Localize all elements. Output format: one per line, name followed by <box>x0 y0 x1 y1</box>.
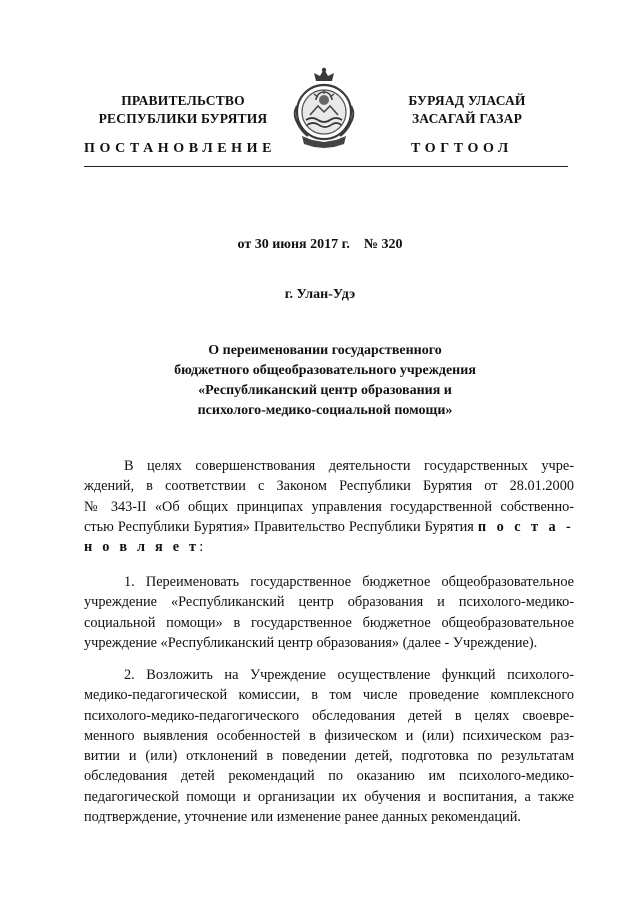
item-2-paragraph <box>84 665 574 827</box>
title-line: психолого-медико-социальной помощи» <box>197 403 453 418</box>
title-line: О переименовании государственного <box>208 343 442 358</box>
text-line-spaced <box>84 537 574 557</box>
text-line: медико-педагогической комиссии, в том числе проведение комплексного <box>84 687 574 704</box>
item-1-paragraph <box>84 572 574 653</box>
doc-type-ru: ПОСТАНОВЛЕНИЕ <box>84 141 277 156</box>
text-line: психолого-медико-педагогического обследования детей в целях своевре- <box>84 707 574 724</box>
doc-type-bua: ТОГТООЛ <box>411 141 513 156</box>
text-line-with-spaced <box>84 517 574 537</box>
title-line: «Республиканский центр образования и <box>198 383 452 398</box>
text-fragment: стью Республики Бурятия» Правительство Республики Бурятия <box>84 518 474 535</box>
coat-of-arms-icon <box>288 66 360 152</box>
colon: : <box>199 539 204 556</box>
text-line: педагогической помощи и организации их обучения и воспитания, а также <box>84 788 574 805</box>
city: г. Улан-Удэ <box>284 287 356 302</box>
spaced-word: н о в л я е т <box>84 539 200 556</box>
gov-name-bua-line1: БУРЯАД УЛАСАЙ <box>408 93 526 108</box>
text-line: ждений, в соответствии с Законом Республики Бурятия от 28.01.2000 <box>84 478 574 495</box>
text-line: учреждение «Республиканский центр образования» (далее - Учреждение). <box>84 634 538 651</box>
text-line: учреждение «Республиканский центр образования и психолого-медико- <box>84 594 574 611</box>
gov-name-ru <box>98 92 268 128</box>
text-line: В целях совершенствования деятельности государственных учре- <box>124 458 574 474</box>
document-title <box>120 341 530 421</box>
text-line: 1. Переименовать государственное бюджетное общеобразовательное <box>124 574 574 590</box>
preamble-paragraph <box>84 456 574 557</box>
text-line: обследования детей рекомендаций по оказанию им психолого-медико- <box>84 768 574 785</box>
text-line: витии и (или) отклонений в поведении детей, подготовка по результатам <box>84 748 574 765</box>
gov-name-bua <box>382 92 552 128</box>
date-number: от 30 июня 2017 г. № 320 <box>237 237 403 252</box>
text-line: менного выявления особенностей в физическом и (или) психическом раз- <box>84 727 574 744</box>
spaced-word: п о с т а - <box>477 518 574 535</box>
header-divider <box>84 166 568 167</box>
text-line: подтверждение, уточнение или изменение ранее данных рекомендаций. <box>84 809 521 826</box>
title-line: бюджетного общеобразовательного учреждения <box>174 363 476 378</box>
gov-name-bua-line2: ЗАСАГАЙ ГАЗАР <box>411 111 523 126</box>
text-line: 2. Возложить на Учреждение осуществление функций психолого- <box>124 667 574 683</box>
gov-name-ru-line2: РЕСПУБЛИКИ БУРЯТИЯ <box>98 111 268 126</box>
text-line: социальной помощи» в государственное бюджетное общеобразовательное <box>84 614 574 631</box>
gov-name-ru-line1: ПРАВИТЕЛЬСТВО <box>121 93 245 108</box>
text-line: № 343-II «Об общих принципах управления государственной собственно- <box>84 498 574 515</box>
